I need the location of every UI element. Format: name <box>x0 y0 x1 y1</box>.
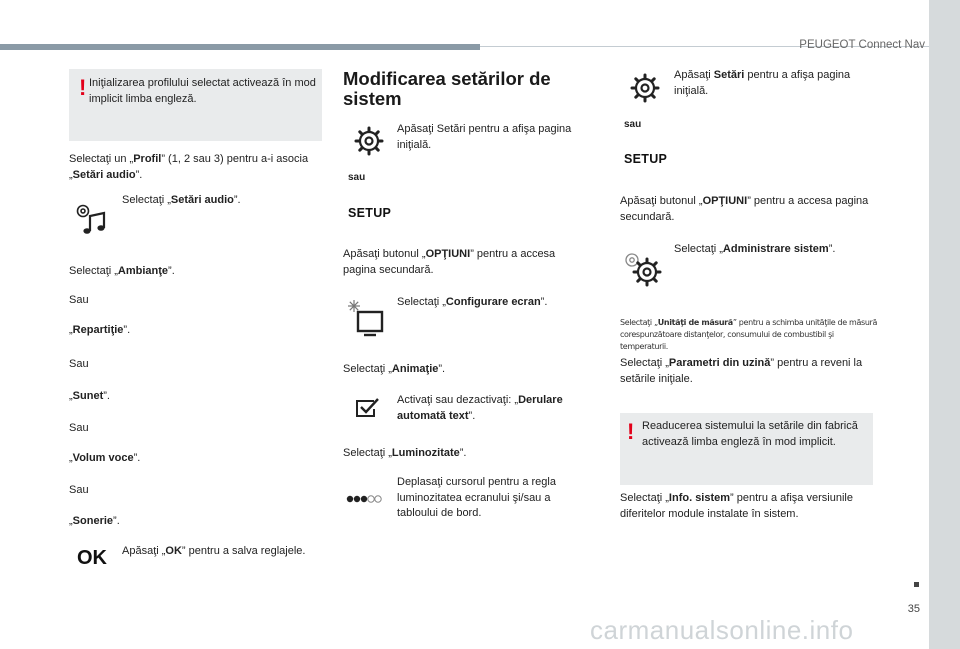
step-system-admin: Selectaţi „Administrare sistem”. <box>674 243 836 255</box>
gear-icon <box>630 73 660 103</box>
audio-settings-icon <box>74 200 114 240</box>
watermark: carmanualsonline.info <box>590 615 854 645</box>
step-brightness: Deplasaţi cursorul pentru a regla luminozitatea ecranului şi/sau a tabloului de bord. <box>397 476 556 519</box>
paragraph-options: Apăsaţi butonul „OPŢIUNI” pentru a accesa pagina secundară. <box>620 195 869 223</box>
option-sunet: „Sunet”. <box>69 390 110 402</box>
option-volum-voce: „Volum voce”. <box>69 452 141 464</box>
warning-note-factory <box>620 413 873 485</box>
brightness-slider-icon <box>346 493 382 505</box>
or-label: Sau <box>69 294 89 306</box>
or-label: Sau <box>69 484 89 496</box>
option-luminozitate: Selectaţi „Luminozitate”. <box>343 447 467 459</box>
paragraph-profile: Selectaţi un „Profil” (1, 2 sau 3) pentru a-i asocia „Setări audio”. <box>69 153 309 181</box>
or-label: Sau <box>69 422 89 434</box>
step-screen-config: Selectaţi „Configurare ecran”. <box>397 296 548 308</box>
option-animatie: Selectaţi „Animaţie”. <box>343 363 446 375</box>
setup-button-symbol: SETUP <box>624 152 668 166</box>
step-press-settings: Apăsaţi Setări pentru a afişa pagina iniţială. <box>397 123 572 151</box>
warning-icon: ! <box>627 419 635 444</box>
system-admin-icon <box>622 248 664 288</box>
header-product-name: PEUGEOT Connect Nav <box>799 39 925 51</box>
page-number: 35 <box>907 603 920 615</box>
or-label: sau <box>624 119 642 130</box>
paragraph-factory-settings: Selectaţi „Parametri din uzină” pentru a reveni la setările iniţiale. <box>620 357 863 385</box>
warning-icon: ! <box>79 75 87 100</box>
page-edge-strip <box>929 0 960 649</box>
step-press-settings: Apăsaţi Setări pentru a afişa pagina iniţială. <box>674 69 851 97</box>
option-repartitie: „Repartiţie”. <box>69 324 131 336</box>
paragraph-units: Selectaţi „Unităţi de măsură” pentru a schimba unităţile de măsură corespunzătoare distanţelor, consumului de combustibil şi temperaturii. <box>620 318 878 351</box>
paragraph-options: Apăsaţi butonul „OPŢIUNI” pentru a accesa pagina secundară. <box>343 248 556 276</box>
warning-note-text: Readucerea sistemului la setările din fabrică activează limba engleză în mod implicit. <box>642 420 858 448</box>
warning-note-profile <box>69 69 322 141</box>
option-ambiante: Selectaţi „Ambianţe”. <box>69 265 175 277</box>
option-sonerie: „Sonerie”. <box>69 515 120 527</box>
step-audio-settings: Selectaţi „Setări audio”. <box>122 194 241 206</box>
checkbox-icon <box>355 397 381 419</box>
warning-note-text: Iniţializarea profilului selectat activează în mod implicit limba engleză. <box>89 77 316 105</box>
ok-button-symbol: OK <box>77 547 107 569</box>
continuation-marker <box>914 582 919 587</box>
or-label: sau <box>348 172 366 183</box>
header-bar <box>0 44 480 50</box>
setup-button-symbol: SETUP <box>348 206 392 220</box>
paragraph-system-info: Selectaţi „Info. sistem” pentru a afişa versiunile diferitelor module instalate în sistem. <box>620 492 853 520</box>
gear-icon <box>354 126 384 156</box>
section-title: Modificarea setărilor de sistem <box>343 68 551 109</box>
step-auto-scroll: Activaţi sau dezactivaţi: „Derulare automată text”. <box>397 394 563 422</box>
or-label: Sau <box>69 358 89 370</box>
screen-config-icon <box>345 298 387 338</box>
step-ok: Apăsaţi „OK” pentru a salva reglajele. <box>122 545 306 557</box>
